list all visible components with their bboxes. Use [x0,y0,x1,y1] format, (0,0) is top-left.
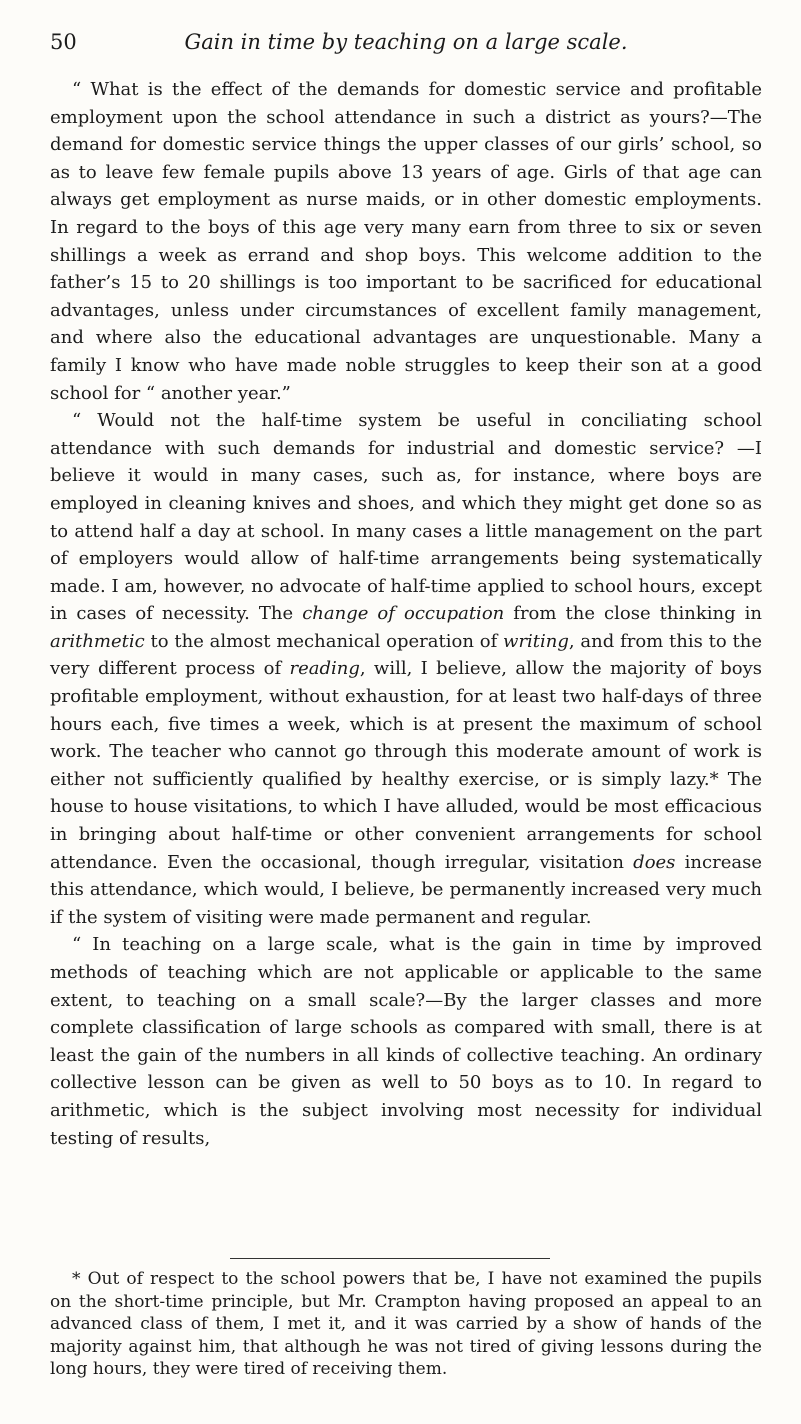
italic-phrase: reading [289,658,360,680]
page-number: 50 [50,30,77,54]
page-header [50,30,762,76]
paragraph-1: “ What is the effect of the demands for domestic service and profitable employment upon the school attendance in such a district as yours?—The demand for domestic service things the upper classes of our girls’ school, so as to leave few female pupils above 13 years of age. Girls of that age can always get employment as nurse maids, or in other domestic employments. In regard to the boys of this age very many earn from three to six or seven shillings a week as errand and shop boys. This welcome addition to the father’s 15 to 20 shillings is too important to be sacrificed for educational advantages, unless under circumstances of excellent family management, and where also the educational advantages are unquestionable. Many a family I know who have made noble struggles to keep their son at a good school for “ another year.” [50,79,762,404]
footnote: * Out of respect to the school powers that be, I have not examined the pupils on the short-time principle, but Mr. Crampton having proposed an appeal to an advanced class of them, I met it, and it was carried by a show of hands of the majority against him, that although he was not tired of giving lessons during the long hours, they were tired of receiving them. [50,1269,762,1380]
italic-phrase: writing [503,630,569,652]
italic-phrase: does [633,851,676,873]
footnote-divider [230,1258,550,1259]
running-head: Gain in time by teaching on a large scale. [184,30,628,54]
body-text [50,76,762,1152]
italic-phrase: arithmetic [50,630,145,652]
italic-phrase: change of occupation [302,603,505,625]
book-page [50,30,762,1152]
paragraph-3: “ In teaching on a large scale, what is the gain in time by improved methods of teaching which are not applicable or applicable to the same extent, to teaching on a small scale?—By the larger classes and more complete classification of large schools as compared with small, there is at least the gain of the numbers in all kinds of collective teaching. An ordinary collective lesson can be given as well to 50 boys as to 10. In regard to arithmetic, which is the subject involving most necessity for individual testing of results, [50,934,762,1149]
paragraph-2: “ Would not the half-time system be useful in conciliating school attendance with such demands for industrial and domestic service? —I believe it would in many cases, such as, for instance, where boys are employed in cleaning knives and shoes, and which they might get done so as to attend half a day at school. In many cases a little management on the part of employers would allow of half-time arrangements being systematically made. I am, however, no advocate of half-time applied to school hours, except in cases of necessity. The change of occupation from the close thinking in arithmetic to the almost mechanical operation of writing, and from this to the very different process of reading, will, I believe, allow the majority of boys profitable employment, without exhaustion, for at least two half-days of three hours each, five times a week, which is at present the maximum of school work. The teacher who cannot go through this moderate amount of work is either not sufficiently qualified by healthy exercise, or is simply lazy.* The house to house visitations, to which I have alluded, would be most efficacious in bringing about half-time or other convenient arrangements for school attendance. Even the occasional, though irregular, visitation does increase this attendance, which would, I believe, be permanently increased very much if the system of visiting were made permanent and regular. [50,410,763,928]
